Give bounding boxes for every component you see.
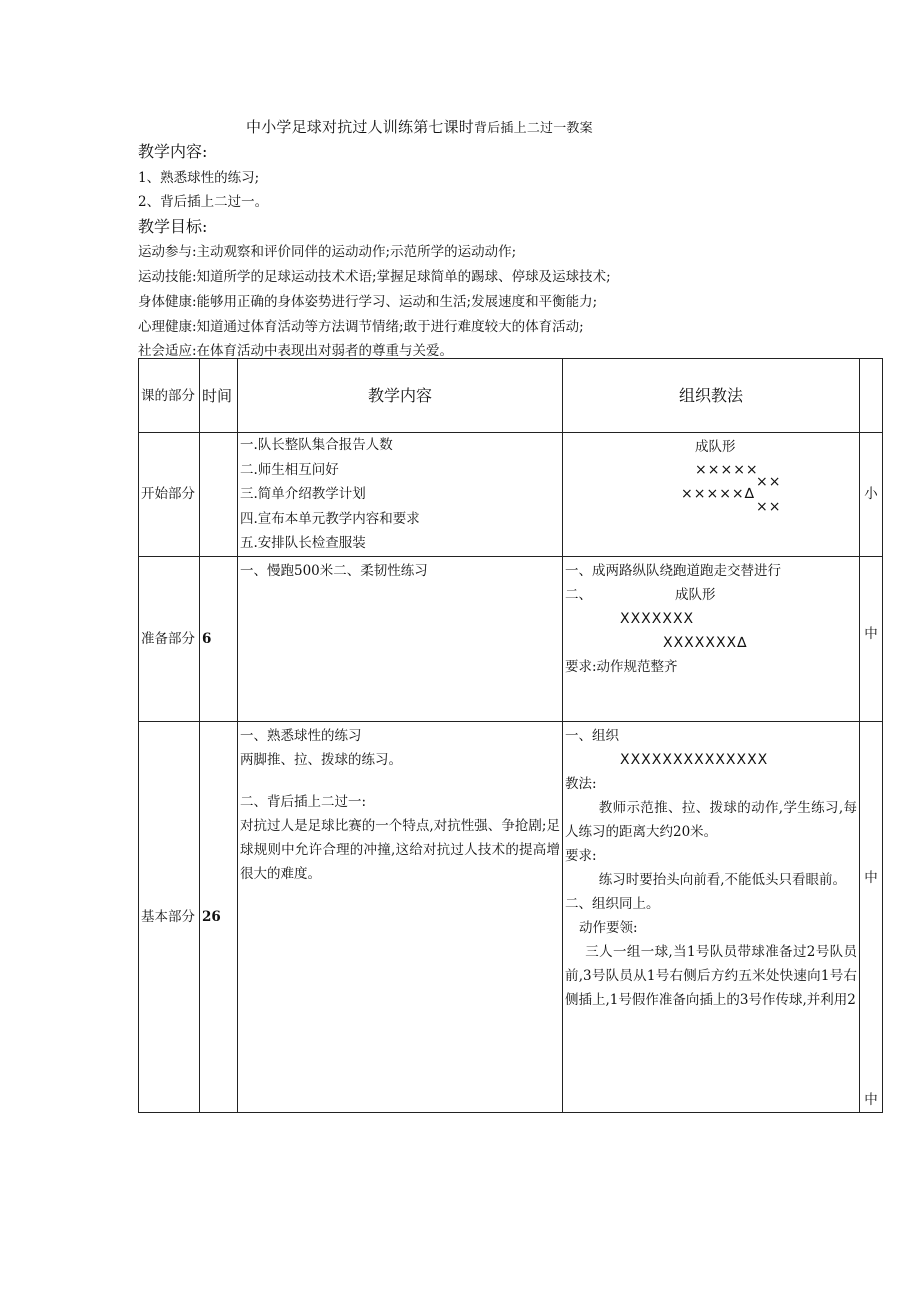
prep-formation-row-1: XXXXXXX (620, 610, 695, 627)
prep-item-1: 一、慢跑500米二、柔韧性练习 (240, 562, 428, 579)
prep-method-line-2 (565, 583, 857, 607)
basic-item-2: 两脚推、拉、拨球的练习。 (240, 751, 402, 768)
row-start-part: 开始部分 (139, 433, 200, 557)
basic-formation-row: XXXXXXXXXXXXXX (620, 751, 769, 768)
start-item-5: 五.安排队长检查服装 (240, 535, 366, 551)
start-item-3: 三.简单介绍教学计划 (240, 486, 366, 502)
start-item-2: 二.师生相互问好 (240, 461, 339, 478)
header-method: 组织教法 (563, 359, 860, 433)
document-title (246, 116, 593, 137)
row-start-time (200, 433, 238, 557)
start-item-4: 四.宣布本单元教学内容和要求 (240, 510, 420, 527)
header-content: 教学内容 (238, 359, 563, 433)
basic-item-3: 二、背后插上二过一: (240, 793, 367, 810)
prep-formation-row-2: XXXXXXX∆ (663, 634, 748, 651)
row-basic-method (563, 721, 860, 1112)
header-time: 时间 (200, 359, 238, 433)
content-item-1: 1、熟悉球性的练习; (138, 170, 260, 186)
title-sub: 背后插上二过一教案 (474, 121, 593, 136)
row-basic-intensity-cell (860, 721, 883, 1112)
basic-action-text: 三人一组一球,当1号队员带球准备过2号队员前,3号队员从1号右侧后方约五米处快速向1号右侧插上,1号假作准备向插上的3号作传球,并利用2 (565, 943, 857, 1008)
basic-method-line-1: 一、组织 (565, 727, 619, 744)
start-item-1: 一.队长整队集合报告人数 (240, 437, 393, 453)
row-basic-part: 基本部分 (139, 721, 200, 1112)
table-row-basic (139, 721, 883, 1112)
goal-item-5: 社会适应:在体育活动中表现出对弱者的尊重与关爱。 (138, 343, 454, 359)
row-basic-time: 26 (200, 721, 238, 1112)
start-formation-row-3: ×× (756, 474, 782, 490)
row-start-intensity: 小 (860, 433, 883, 557)
start-formation-label: 成队形 (695, 439, 736, 455)
basic-req-label: 要求: (565, 847, 597, 864)
row-basic-intensity-1: 中 (864, 869, 878, 886)
basic-item-4: 对抗过人是足球比赛的一个特点,对抗性强、争抢剧;足球规则中允许合理的冲撞,这给对抗过人技术的提高增很大的难度。 (240, 817, 560, 882)
lesson-plan-table (138, 358, 883, 1113)
goal-item-3: 身体健康:能够用正确的身体姿势进行学习、运动和生活;发展速度和平衡能力; (138, 294, 598, 310)
goals-heading: 教学目标: (138, 217, 208, 236)
prep-method-line-2-prefix: 二、 (565, 586, 592, 603)
table-row-start (139, 433, 883, 557)
basic-method-text: 教师示范推、拉、拨球的动作,学生练习,每人练习的距离大约20米。 (565, 799, 857, 840)
goal-item-4: 心理健康:知道通过体育活动等方法调节情绪;敢于进行难度较大的体育活动; (138, 319, 584, 335)
header-part: 课的部分 (139, 359, 200, 433)
basic-method-line-2: 二、组织同上。 (565, 895, 660, 912)
row-prep-method (563, 556, 860, 721)
row-prep-part: 准备部分 (139, 556, 200, 721)
prep-requirement: 要求:动作规范整齐 (565, 658, 678, 675)
basic-item-1: 一、熟悉球性的练习 (240, 727, 362, 744)
basic-req-text: 练习时要抬头向前看,不能低头只看眼前。 (598, 871, 847, 888)
goal-item-2: 运动技能:知道所学的足球运动技术术语;掌握足球简单的踢球、停球及运球技术; (138, 269, 611, 285)
prep-formation-label: 成队形 (675, 586, 716, 603)
row-basic-intensity-2: 中 (864, 1091, 878, 1108)
row-prep-intensity: 中 (860, 556, 883, 721)
goal-item-1: 运动参与:主动观察和评价同伴的运动动作;示范所学的运动动作; (138, 244, 517, 260)
start-formation-row-4: ×× (756, 499, 782, 515)
row-prep-time: 6 (200, 556, 238, 721)
start-formation-row-1: ××××× (695, 462, 759, 478)
content-item-2: 2、背后插上二过一。 (138, 194, 269, 210)
basic-method-label: 教法: (565, 775, 597, 792)
start-formation-row-2: ×××××∆ (681, 486, 756, 502)
table-row-prep (139, 556, 883, 721)
table-header-row (139, 359, 883, 433)
row-prep-content (238, 556, 563, 721)
row-start-method (563, 433, 860, 557)
row-start-content (238, 433, 563, 557)
header-last (860, 359, 883, 433)
basic-action-label: 动作要领: (579, 919, 638, 936)
prep-method-line-1: 一、成两路纵队绕跑道跑走交替进行 (565, 562, 781, 579)
row-basic-content (238, 721, 563, 1112)
title-main: 中小学足球对抗过人训练第七课时 (246, 118, 475, 136)
content-heading: 教学内容: (138, 142, 208, 161)
